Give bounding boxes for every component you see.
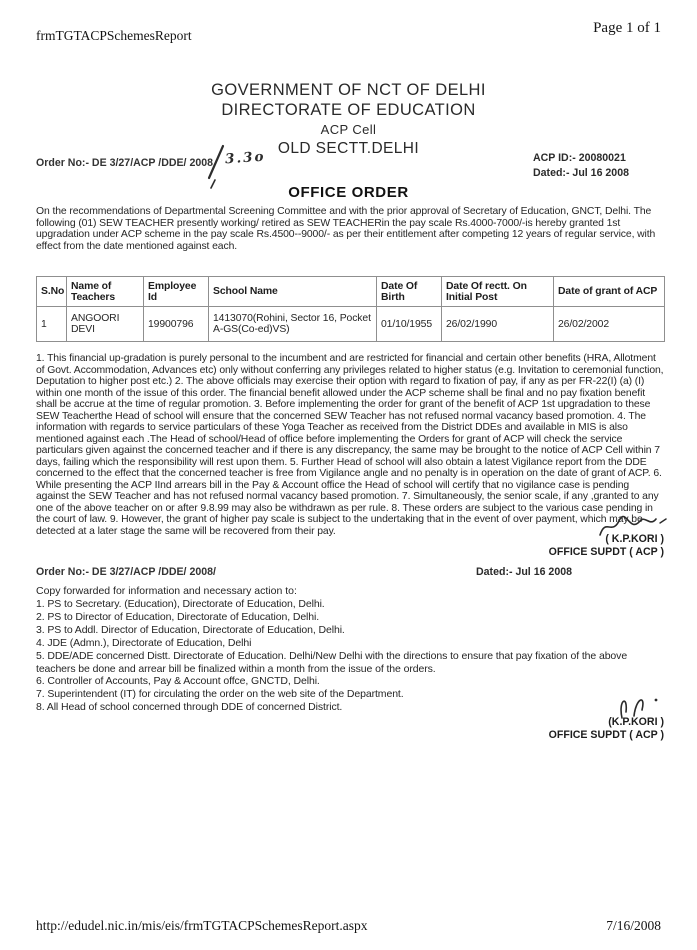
- order-number-2: Order No:- DE 3/27/ACP /DDE/ 2008/: [36, 566, 216, 578]
- copy-forwarded-item: 5. DDE/ADE concerned Distt. Directorate of Education. Delhi/New Delhi with the directions to ensure that pay fixation of the above teachers be done and arrear bill be finalized within a month from the issue of the orders.: [36, 649, 628, 675]
- cell-sno: 1: [37, 307, 67, 342]
- cell-employee: 19900796: [144, 307, 209, 342]
- page-indicator: Page 1 of 1: [593, 20, 661, 36]
- signature-block-1: [36, 533, 664, 559]
- signature-block-2: [36, 716, 664, 742]
- letterhead-government-line: GOVERNMENT OF NCT OF DELHI: [211, 81, 486, 99]
- teachers-table: [36, 276, 665, 342]
- cell-name: ANGOORI DEVI: [67, 307, 144, 342]
- table-row: [37, 307, 665, 342]
- footer-date: 7/16/2008: [606, 918, 661, 933]
- col-header-school: School Name: [209, 277, 377, 307]
- footer-url: http://edudel.nic.in/mis/eis/frmTGTACPSchemesReport.aspx: [36, 918, 368, 933]
- handwritten-order-number-text: 3.3o: [224, 148, 267, 168]
- copy-forwarded-item: 3. PS to Addl. Director of Education, Directorate of Education, Delhi.: [36, 623, 345, 636]
- letterhead-address-line: OLD SECTT.DELHI: [277, 140, 420, 157]
- col-header-dob: Date Of Birth: [377, 277, 442, 307]
- table-header-row: [37, 277, 665, 307]
- order-date-2: Dated:- Jul 16 2008: [476, 566, 572, 578]
- copy-forwarded-heading: Copy forwarded for information and necessary action to:: [36, 585, 297, 597]
- letterhead-directorate-line: DIRECTORATE OF EDUCATION: [221, 101, 476, 119]
- cell-acp-date: 26/02/2002: [554, 307, 665, 342]
- signature-1-title: OFFICE SUPDT ( ACP ): [548, 546, 664, 558]
- signature-1-name: ( K.P.KORI ): [605, 533, 664, 545]
- cell-school: 1413070(Rohini, Sector 16, Pocket A-GS(Co-ed)VS): [209, 307, 377, 342]
- col-header-name: Name of Teachers: [67, 277, 144, 307]
- cell-dob: 01/10/1955: [377, 307, 442, 342]
- col-header-rectt-date: Date Of rectt. On Initial Post: [442, 277, 554, 307]
- intro-paragraph: On the recommendations of Departmental Screening Committee and with the prior approval of Secretary of Education, GNCT, Delhi. The following (01) SEW TEACHER presently working/ retired as SEW TEACHERin the pay scale Rs.4000-7000/-is hereby granted 1st upgradation under ACP scheme in the pay scale Rs.4500--9000/- as per their entitlement after competing 12 years of regular service, with effect from the date mentioned against each.: [36, 206, 656, 252]
- copy-forwarded-item: 6. Controller of Accounts, Pay & Account offce, GNCTD, Delhi.: [36, 675, 320, 688]
- copy-forwarded-item: 4. JDE (Admn.), Directorate of Education, Delhi: [36, 636, 252, 649]
- acp-id-block: [533, 151, 661, 180]
- letterhead-cell-line: ACP Cell: [320, 122, 377, 137]
- copy-forwarded-item: 2. PS to Director of Education, Directorate of Education, Delhi.: [36, 610, 320, 623]
- order-number-2-row: [36, 566, 664, 578]
- conditions-paragraph: 1. This financial up-gradation is purely personal to the incumbent and are restricted for financial and certain other benefits (HRA, Allotment of Govt. Accommodation, Advances etc) only without conferring any privileges related to higher status (e.g. Invitation to ceremonial function, Deputation to higher post etc.) 2. The above officials may exercise their option with regard to fixation of pay, if any as per FR-22(I) (a) (I) within one month of the issue of this order. The financial benefit allowed under the ACP scheme shall be final and no pay fixation benefit shall be accrue at the time of regular promotion. 3. Before implementing the order for grant of the benefit of ACP 1st upgradation to these SEW Teacherthe Head of school will ensure that the concerned SEW Teacher has not refused normal vacancy based promotion. 4. The information with regards to service particulars of these Yoga Teacher as received from the District DDEs and available in MIS is also mentioned against each .The Head of school/Head of office before implementing the Orders for grant of ACP will check the service particulars given against the concerned teacher and if there is any discrepancy, the same may be brought to the notice of ACP Cell within 7 days, failing which the responsibility will rest upon them. 5. Further Head of school will also obtain a latest Vigilance report from the DDE concerned to the effect that the concerned teacher is free from Vigilance angle and no penalty is in operation on the date of grant of ACP. 6. While presenting the ACP IInd arrears bill in the Pay & Account office the Head of school will certify that no vigilance case is pending against the SEW Teacher and has not refused normal vacancy based promotion. 7. Simultaneously, the senior scale, if any ,granted to any one of the above teacher on or after 9.8.99 may also be withdrawn as per rule. 8. These orders are subject to the various case pending in the court of law. 9. However, the grant of higher pay scale is subject to the undertaking that in the event of over payment, which may be detected at a later stage the same will be recovered from their pay.: [36, 353, 664, 537]
- order-body: [36, 353, 664, 742]
- col-header-sno: S.No: [37, 277, 67, 307]
- copy-forwarded-item: 1. PS to Secretary. (Education), Directorate of Education, Delhi.: [36, 598, 325, 610]
- copy-forwarded-item: 8. All Head of school concerned through DDE of concerned District.: [36, 701, 343, 714]
- order-number: Order No:- DE 3/27/ACP /DDE/ 2008: [36, 157, 214, 169]
- copy-forwarded-list: [36, 598, 664, 714]
- col-header-acp-date: Date of grant of ACP: [554, 277, 665, 307]
- page-title: OFFICE ORDER: [288, 184, 409, 201]
- order-date: Dated:- Jul 16 2008: [533, 166, 629, 179]
- acp-id: ACP ID:- 20080021: [533, 152, 626, 164]
- signature-2-title: OFFICE SUPDT ( ACP ): [548, 729, 664, 742]
- print-header-title: frmTGTACPSchemesReport: [36, 28, 192, 43]
- copy-forwarded-item: 7. Superintendent (IT) for circulating the order on the web site of the Department.: [36, 688, 404, 701]
- col-header-employee: Employee Id: [144, 277, 209, 307]
- signature-2-name: (K.P.KORI ): [608, 716, 664, 729]
- cell-rectt-date: 26/02/1990: [442, 307, 554, 342]
- letterhead: [0, 80, 697, 158]
